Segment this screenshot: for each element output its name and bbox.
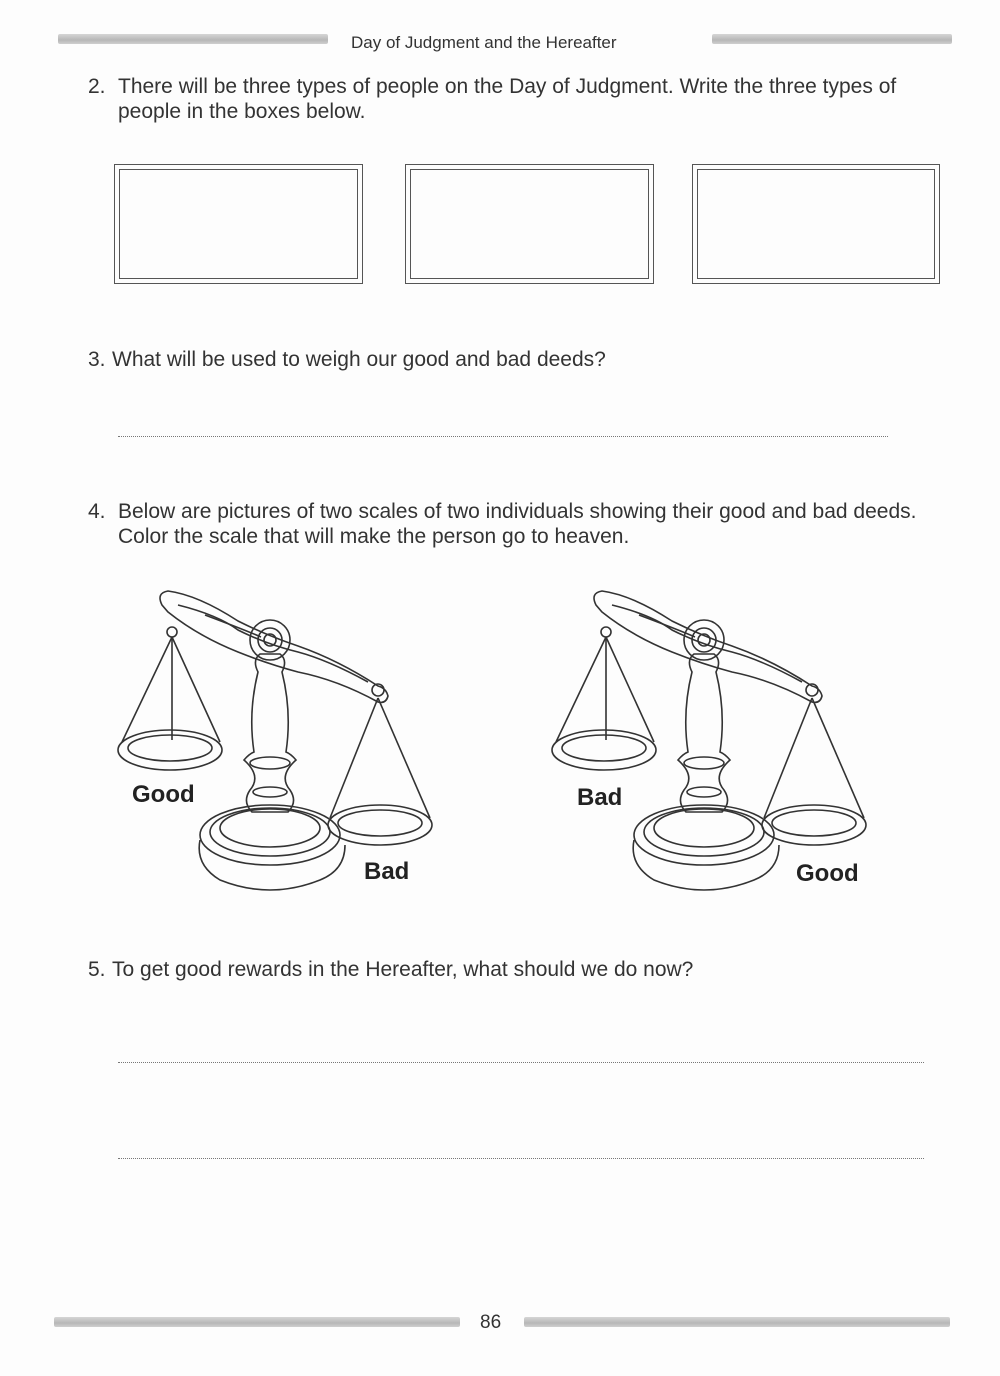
question-number: 2. <box>88 75 106 98</box>
scale-1-high-pan-label: Good <box>132 781 195 808</box>
question-number: 3. <box>88 348 106 371</box>
answer-line-q5-1[interactable] <box>118 1062 924 1063</box>
scale-2-low-pan-label: Good <box>796 860 859 887</box>
question-number: 4. <box>88 500 106 523</box>
scale-2-high-pan-label: Bad <box>577 784 623 811</box>
page-number: 86 <box>480 1312 502 1333</box>
question-number: 5. <box>88 958 106 981</box>
page-header-title: Day of Judgment and the Hereafter <box>351 33 617 52</box>
footer-rule-right <box>524 1317 950 1327</box>
scale-1-low-pan-label: Bad <box>364 858 410 885</box>
question-text: There will be three types of people on the Day of Judgment. Write the three types of people in the boxes below. <box>118 75 897 123</box>
scale-1[interactable] <box>118 591 432 890</box>
question-text: What will be used to weigh our good and bad deeds? <box>112 348 606 371</box>
question-5 <box>88 957 948 983</box>
answer-line-q5-2[interactable] <box>118 1158 924 1159</box>
footer-rule-left <box>54 1317 460 1327</box>
question-text: Below are pictures of two scales of two individuals showing their good and bad deeds. Color the scale that will make the person go to heaven. <box>118 500 917 548</box>
scale-2[interactable] <box>552 591 866 890</box>
question-text: To get good rewards in the Hereafter, what should we do now? <box>112 958 694 981</box>
